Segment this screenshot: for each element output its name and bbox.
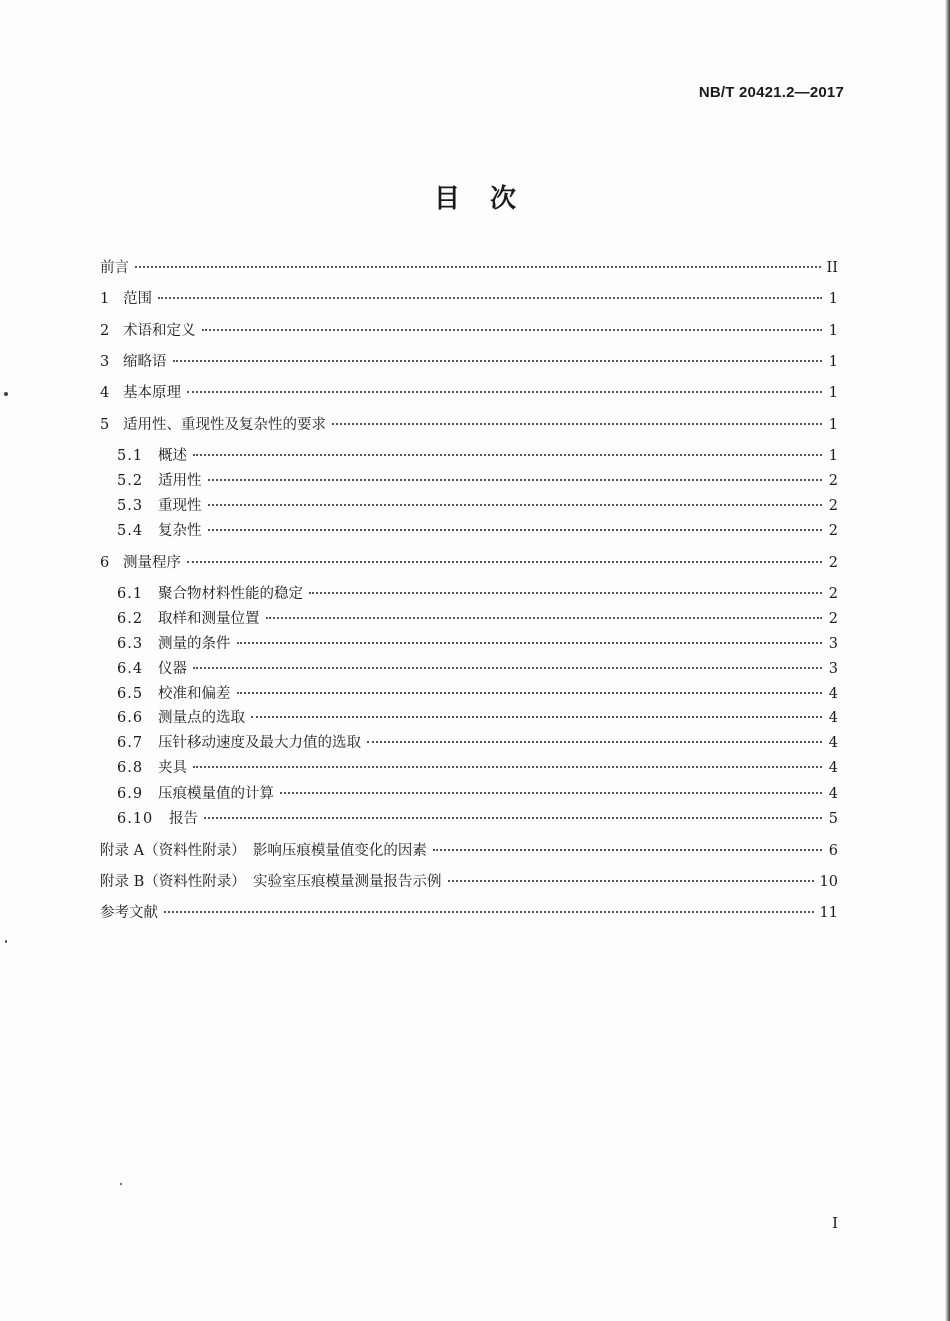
toc-entry-page: 2 (828, 555, 838, 571)
toc-subentry[interactable] (117, 469, 838, 493)
dot-leader (135, 266, 821, 268)
toc-entry-number: 5.4 (117, 523, 144, 539)
toc-entry-page: 4 (828, 760, 838, 776)
toc-entry-label: 附录 A（资料性附录） 影响压痕模量值变化的因素 (100, 843, 427, 859)
toc-entry-number: 4 (100, 385, 110, 401)
toc-entry-number: 5.2 (117, 473, 144, 489)
scan-speck (4, 392, 8, 396)
toc-entry-label: 基本原理 (123, 385, 181, 401)
toc-entry-label: 测量程序 (123, 555, 181, 571)
dot-leader (208, 504, 823, 506)
toc-entry-number: 5.3 (117, 498, 144, 514)
dot-leader (309, 592, 822, 594)
toc-entry-appendix-b[interactable] (100, 870, 838, 894)
toc-entry-page: 2 (828, 523, 838, 539)
dot-leader (237, 642, 823, 644)
toc-entry-label: 夹具 (158, 760, 187, 776)
toc-entry[interactable] (100, 381, 838, 405)
toc-subentry[interactable] (117, 632, 838, 656)
toc-entry-label: 参考文献 (100, 905, 158, 921)
toc-entry-number: 5.1 (117, 448, 144, 464)
toc-entry-page: 1 (828, 385, 838, 401)
dot-leader (187, 391, 822, 393)
toc-entry[interactable] (100, 319, 838, 343)
toc-entry-number: 6 (100, 555, 110, 571)
toc-subentry[interactable] (117, 782, 838, 806)
toc-entry-appendix-a[interactable] (100, 839, 838, 863)
toc-entry-label: 仪器 (158, 661, 187, 677)
dot-leader (251, 716, 822, 718)
toc-entry-page: 1 (828, 417, 838, 433)
toc-entry-label: 校准和偏差 (158, 686, 231, 702)
toc-entry-number: 2 (100, 323, 110, 339)
toc-entry-page: 4 (828, 686, 838, 702)
scan-speck (120, 1183, 122, 1185)
toc-subentry[interactable] (117, 756, 838, 780)
toc-entry-number: 6.7 (117, 735, 144, 751)
toc-subentry[interactable] (117, 582, 838, 606)
toc-entry-page: 2 (828, 586, 838, 602)
toc-entry-label: 适用性 (158, 473, 202, 489)
toc-title (0, 178, 950, 215)
toc-entry-label: 适用性、重现性及复杂性的要求 (123, 417, 326, 433)
dot-leader (266, 617, 823, 619)
toc-subentry[interactable] (117, 682, 838, 706)
toc-entry-page: 10 (819, 874, 838, 890)
toc-entry[interactable] (100, 287, 838, 311)
dot-leader (187, 561, 822, 563)
toc-subentry[interactable] (117, 444, 838, 468)
toc-entry-page: 4 (828, 786, 838, 802)
toc-entry-page: 1 (828, 354, 838, 370)
toc-entry-page: 1 (828, 323, 838, 339)
toc-subentry[interactable] (117, 494, 838, 518)
toc-entry-page: 6 (828, 843, 838, 859)
toc-entry[interactable] (100, 350, 838, 374)
toc-entry-label: 压针移动速度及最大力值的选取 (158, 735, 361, 751)
toc-entry-number: 6.8 (117, 760, 144, 776)
toc-entry-page: 2 (828, 611, 838, 627)
toc-entry-label: 概述 (158, 448, 187, 464)
toc-entry-number: 5 (100, 417, 110, 433)
toc-entry-number: 3 (100, 354, 110, 370)
dot-leader (332, 423, 822, 425)
toc-entry-label: 前言 (100, 260, 129, 276)
dot-leader (448, 880, 814, 882)
toc-entry-label: 取样和测量位置 (158, 611, 260, 627)
toc-entry-number: 6.4 (117, 661, 144, 677)
page-number: I (832, 1214, 838, 1232)
dot-leader (202, 329, 823, 331)
toc-entry-page: II (826, 260, 838, 276)
dot-leader (280, 792, 822, 794)
toc-entry-number: 6.3 (117, 636, 144, 652)
toc-entry-number: 6.2 (117, 611, 144, 627)
toc-entry-label: 聚合物材料性能的稳定 (158, 586, 303, 602)
toc-entry-number: 6.1 (117, 586, 144, 602)
toc-entry[interactable] (100, 413, 838, 437)
dot-leader (208, 529, 823, 531)
toc-subentry[interactable] (117, 731, 838, 755)
toc-entry-label: 范围 (123, 291, 152, 307)
toc-entry-label: 报告 (169, 811, 198, 827)
scan-speck (5, 940, 7, 943)
toc-entry-page: 5 (828, 811, 838, 827)
toc-entry-page: 2 (828, 498, 838, 514)
toc-subentry[interactable] (117, 807, 838, 831)
toc-entry-page: 4 (828, 710, 838, 726)
toc-entry-page: 3 (828, 636, 838, 652)
toc-entry-label: 复杂性 (158, 523, 202, 539)
toc-entry-number: 6.6 (117, 710, 144, 726)
toc-entry-label: 缩略语 (123, 354, 167, 370)
toc-entry[interactable] (100, 551, 838, 575)
toc-subentry[interactable] (117, 706, 838, 730)
toc-subentry[interactable] (117, 657, 838, 681)
toc-entry-label: 术语和定义 (123, 323, 196, 339)
dot-leader (433, 849, 822, 851)
toc-entry-label: 测量点的选取 (158, 710, 245, 726)
standard-code: NB/T 20421.2—2017 (698, 84, 844, 101)
toc-entry-number: 6.10 (117, 811, 154, 827)
toc-entry-number: 6.9 (117, 786, 144, 802)
dot-leader (158, 297, 822, 299)
dot-leader (193, 454, 822, 456)
toc-entry-label: 附录 B（资料性附录） 实验室压痕模量测量报告示例 (100, 874, 442, 890)
toc-entry-page: 2 (828, 473, 838, 489)
toc-entry-page: 3 (828, 661, 838, 677)
toc-entry-number: 6.5 (117, 686, 144, 702)
dot-leader (237, 692, 823, 694)
dot-leader (204, 817, 822, 819)
toc-subentry[interactable] (117, 607, 838, 631)
toc-entry-page: 4 (828, 735, 838, 751)
toc-entry-label: 测量的条件 (158, 636, 231, 652)
toc-entry-page: 1 (828, 291, 838, 307)
toc-entry-number: 1 (100, 291, 110, 307)
dot-leader (193, 766, 822, 768)
toc-title-char: 次 (490, 184, 517, 214)
dot-leader (367, 741, 822, 743)
toc-entry-foreword[interactable] (100, 256, 838, 280)
toc-entry-page: 11 (819, 905, 838, 921)
toc-entry-page: 1 (828, 448, 838, 464)
toc-subentry[interactable] (117, 519, 838, 543)
dot-leader (208, 479, 823, 481)
dot-leader (164, 911, 814, 913)
dot-leader (193, 667, 822, 669)
toc-entry-label: 压痕模量值的计算 (158, 786, 274, 802)
toc-entry-label: 重现性 (158, 498, 202, 514)
toc-title-char: 目 (433, 184, 460, 214)
dot-leader (173, 360, 823, 362)
toc-entry-references[interactable] (100, 901, 838, 925)
